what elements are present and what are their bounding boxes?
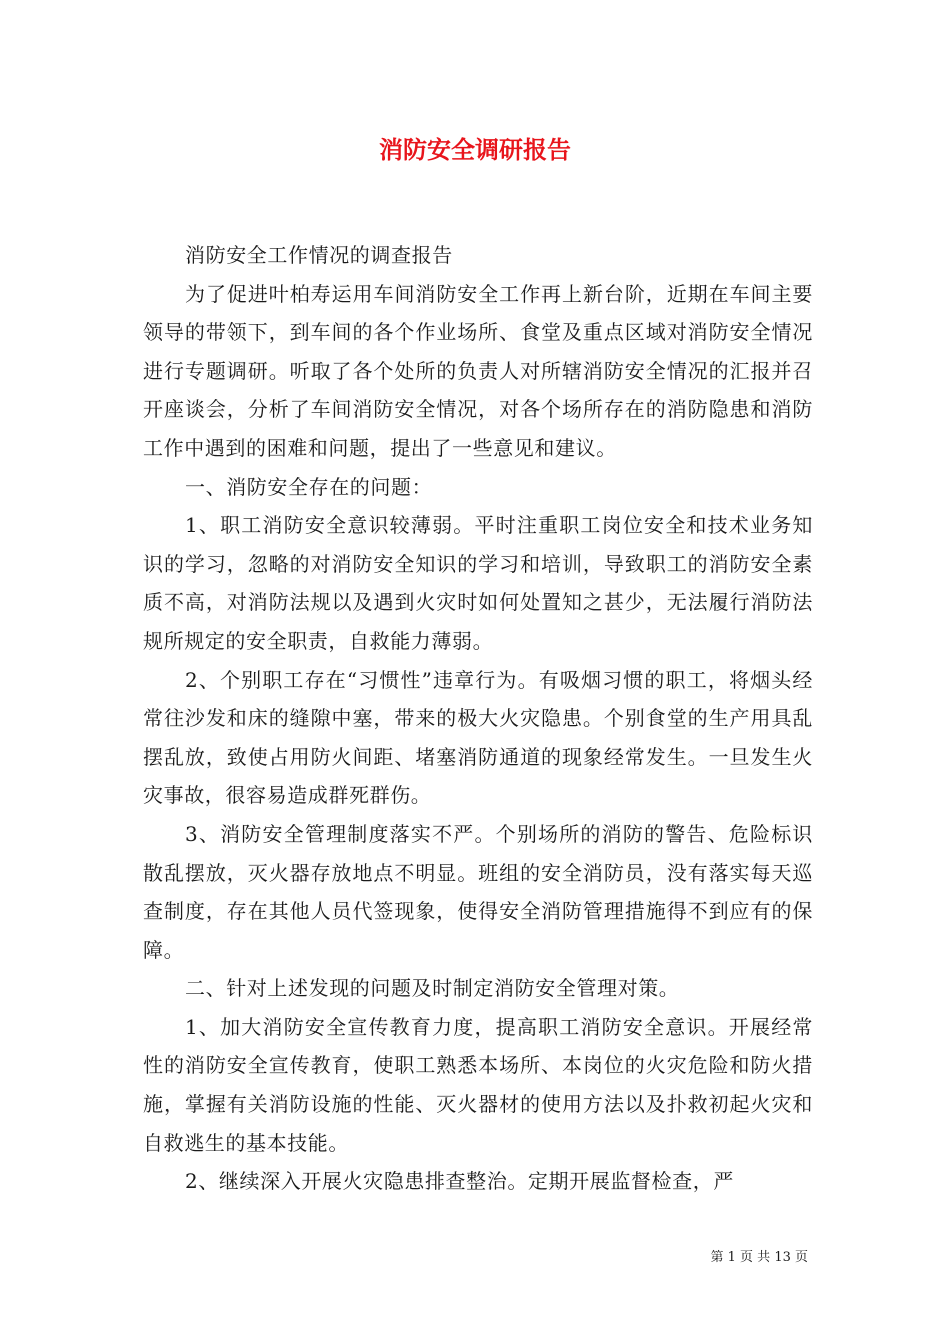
document-body <box>143 236 813 1201</box>
intro-paragraph: 为了促进叶柏寿运用车间消防安全工作再上新台阶，近期在车间主要领导的带领下，到车间的各个作业场所、食堂及重点区域对消防安全情况进行专题调研。听取了各个处所的负责人对所辖消防安全情况的汇报并召开座谈会，分析了车间消防安全情况，对各个场所存在的消防隐患和消防工作中遇到的困难和问题，提出了一些意见和建议。 <box>143 281 813 460</box>
section-heading-problems: 一、消防安全存在的问题： <box>185 474 433 499</box>
countermeasure-item-2: 2、继续深入开展火灾隐患排查整治。定期开展监督检查，严 <box>185 1169 734 1194</box>
problem-item-3: 3、消防安全管理制度落实不严。个别场所的消防的警告、危险标识散乱摆放，灭火器存放地点不明显。班组的安全消防员，没有落实每天巡查制度，存在其他人员代签现象，使得安全消防管理措施得不到应有的保障。 <box>143 821 813 962</box>
countermeasure-item-1: 1、加大消防安全宣传教育力度，提高职工消防安全意识。开展经常性的消防安全宣传教育，使职工熟悉本场所、本岗位的火灾危险和防火措施，掌握有关消防设施的性能、灭火器材的使用方法以及扑救初起火灾和自救逃生的基本技能。 <box>143 1014 813 1155</box>
document-title: 消防安全调研报告 <box>379 135 571 164</box>
problem-item-1: 1、职工消防安全意识较薄弱。平时注重职工岗位安全和技术业务知识的学习，忽略的对消防安全知识的学习和培训，导致职工的消防安全素质不高，对消防法规以及遇到火灾时如何处置知之甚少，无法履行消防法规所规定的安全职责，自救能力薄弱。 <box>143 513 813 653</box>
subtitle-paragraph: 消防安全工作情况的调查报告 <box>185 243 453 267</box>
section-heading-countermeasures: 二、针对上述发现的问题及时制定消防安全管理对策。 <box>185 976 680 1001</box>
page-number-footer: 第 1 页 共 13 页 <box>710 1250 808 1265</box>
problem-item-2: 2、个别职工存在“习惯性”违章行为。有吸烟习惯的职工，将烟头经常往沙发和床的缝隙中塞，带来的极大火灾隐患。个别食堂的生产用具乱摆乱放，致使占用防火间距、堵塞消防通道的现象经常发生。一旦发生火灾事故，很容易造成群死群伤。 <box>143 667 813 808</box>
